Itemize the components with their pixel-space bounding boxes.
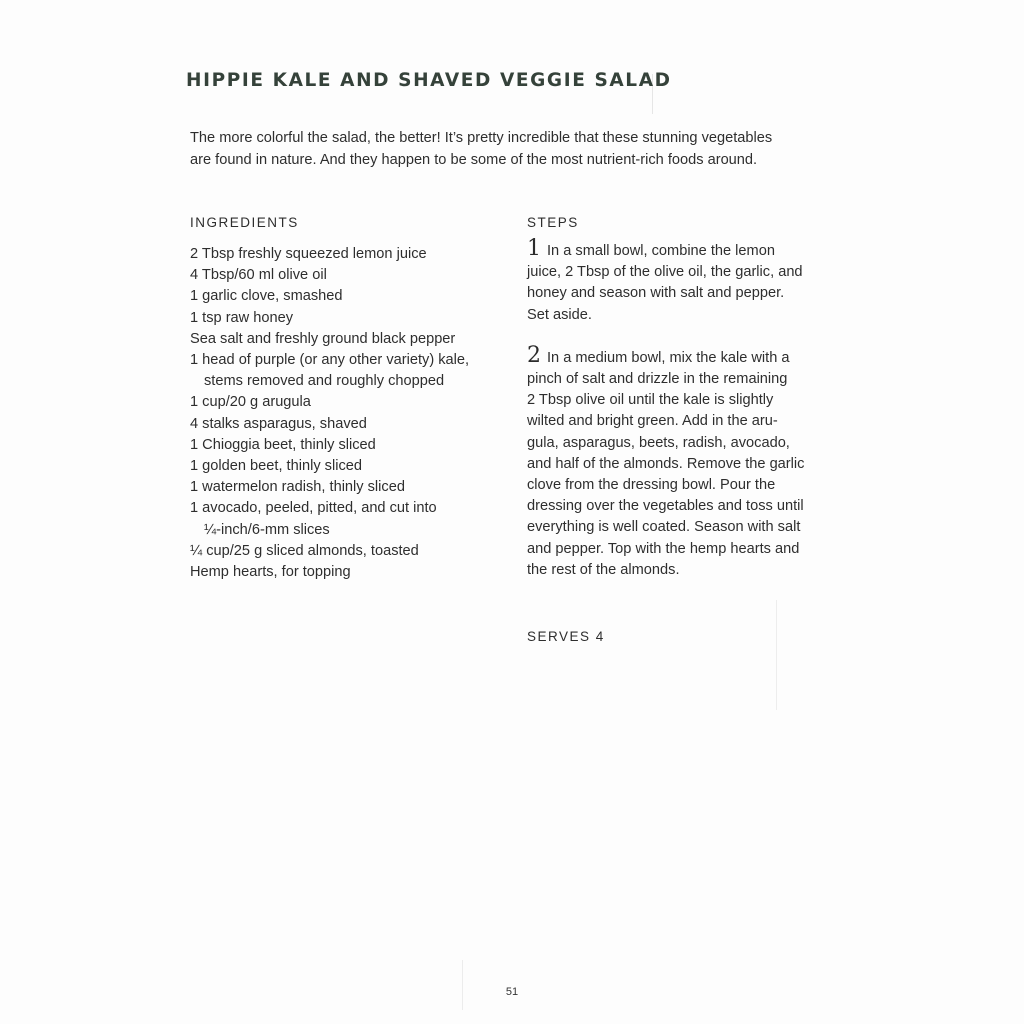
ingredient-item xyxy=(190,265,510,286)
ingredient-text: 1 tsp raw honey xyxy=(190,309,294,326)
page-number: 51 xyxy=(505,986,519,998)
ingredient-item xyxy=(190,308,510,329)
ingredient-text: 4 Tbsp/60 ml olive oil xyxy=(190,267,327,284)
step-line: 2 Tbsp olive oil until the kale is slightly xyxy=(527,392,774,409)
step-line: juice, 2 Tbsp of the olive oil, the garlic, and xyxy=(527,264,803,281)
ingredient-text: 1 garlic clove, smashed xyxy=(190,288,343,305)
step-line: clove from the dressing bowl. Pour the xyxy=(527,477,776,494)
ingredient-text: 4 stalks asparagus, shaved xyxy=(190,415,367,432)
step-line: everything is well coated. Season with salt xyxy=(527,519,801,536)
ingredient-item xyxy=(190,244,510,265)
step-line: and pepper. Top with the hemp hearts and xyxy=(527,540,800,557)
recipe-title: HIPPIE KALE AND SHAVED VEGGIE SALAD xyxy=(186,70,672,91)
steps-list xyxy=(527,236,847,602)
step-number: 2 xyxy=(527,342,541,368)
step-text: In a medium bowl, mix the kale with a xyxy=(547,349,790,366)
step-text: In a small bowl, combine the lemon xyxy=(547,243,775,259)
ingredient-text: Hemp hearts, for topping xyxy=(190,564,351,581)
ingredient-item xyxy=(190,498,510,540)
ingredient-item xyxy=(190,456,510,477)
ingredient-item xyxy=(190,562,510,583)
recipe-intro xyxy=(190,128,850,171)
ingredient-text: 1 cup/20 g arugula xyxy=(190,394,311,411)
ingredient-item xyxy=(190,414,510,435)
step-line: Set aside. xyxy=(527,306,592,323)
ingredient-item xyxy=(190,350,510,392)
ingredient-continuation: stems removed and roughly chopped xyxy=(204,373,445,390)
serves-label: SERVES 4 xyxy=(527,629,605,644)
step-line xyxy=(527,342,847,369)
ingredient-item xyxy=(190,541,510,562)
step-number: 1 xyxy=(527,236,541,261)
step-line: the rest of the almonds. xyxy=(527,561,680,578)
ingredients-heading: INGREDIENTS xyxy=(190,215,299,230)
step-line: and half of the almonds. Remove the garlic xyxy=(527,455,805,472)
ingredient-item xyxy=(190,435,510,456)
ingredient-item xyxy=(190,392,510,413)
intro-line: The more colorful the salad, the better! It’s pretty incredible that these stunning vegetables xyxy=(190,130,773,146)
ingredient-text: Sea salt and freshly ground black pepper xyxy=(190,330,456,347)
ingredient-text: 1 golden beet, thinly sliced xyxy=(190,458,362,475)
ingredient-item xyxy=(190,477,510,498)
ingredient-text: 1 head of purple (or any other variety) kale, xyxy=(190,352,470,369)
ingredient-item xyxy=(190,329,510,350)
ingredient-text: 2 Tbsp freshly squeezed lemon juice xyxy=(190,246,427,262)
step-line xyxy=(527,236,847,262)
scan-artifact xyxy=(776,600,777,710)
step-line: wilted and bright green. Add in the aru- xyxy=(527,413,778,430)
intro-line: are found in nature. And they happen to be some of the most nutrient-rich foods around. xyxy=(190,151,758,168)
ingredients-list xyxy=(190,244,510,583)
step-item xyxy=(527,342,847,581)
ingredient-text: 1 watermelon radish, thinly sliced xyxy=(190,479,405,496)
ingredient-text: 1 avocado, peeled, pitted, and cut into xyxy=(190,500,437,517)
ingredient-continuation: ¼-inch/6-mm slices xyxy=(204,521,330,538)
step-line: honey and season with salt and pepper. xyxy=(527,285,785,302)
ingredient-text: ¼ cup/25 g sliced almonds, toasted xyxy=(190,542,419,559)
scan-artifact xyxy=(462,960,463,1010)
ingredient-text: 1 Chioggia beet, thinly sliced xyxy=(190,436,376,453)
step-line: dressing over the vegetables and toss until xyxy=(527,498,804,515)
step-item xyxy=(527,236,847,326)
steps-heading: STEPS xyxy=(527,215,579,230)
ingredient-item xyxy=(190,286,510,307)
step-line: gula, asparagus, beets, radish, avocado, xyxy=(527,434,790,451)
step-line: pinch of salt and drizzle in the remaining xyxy=(527,371,788,388)
